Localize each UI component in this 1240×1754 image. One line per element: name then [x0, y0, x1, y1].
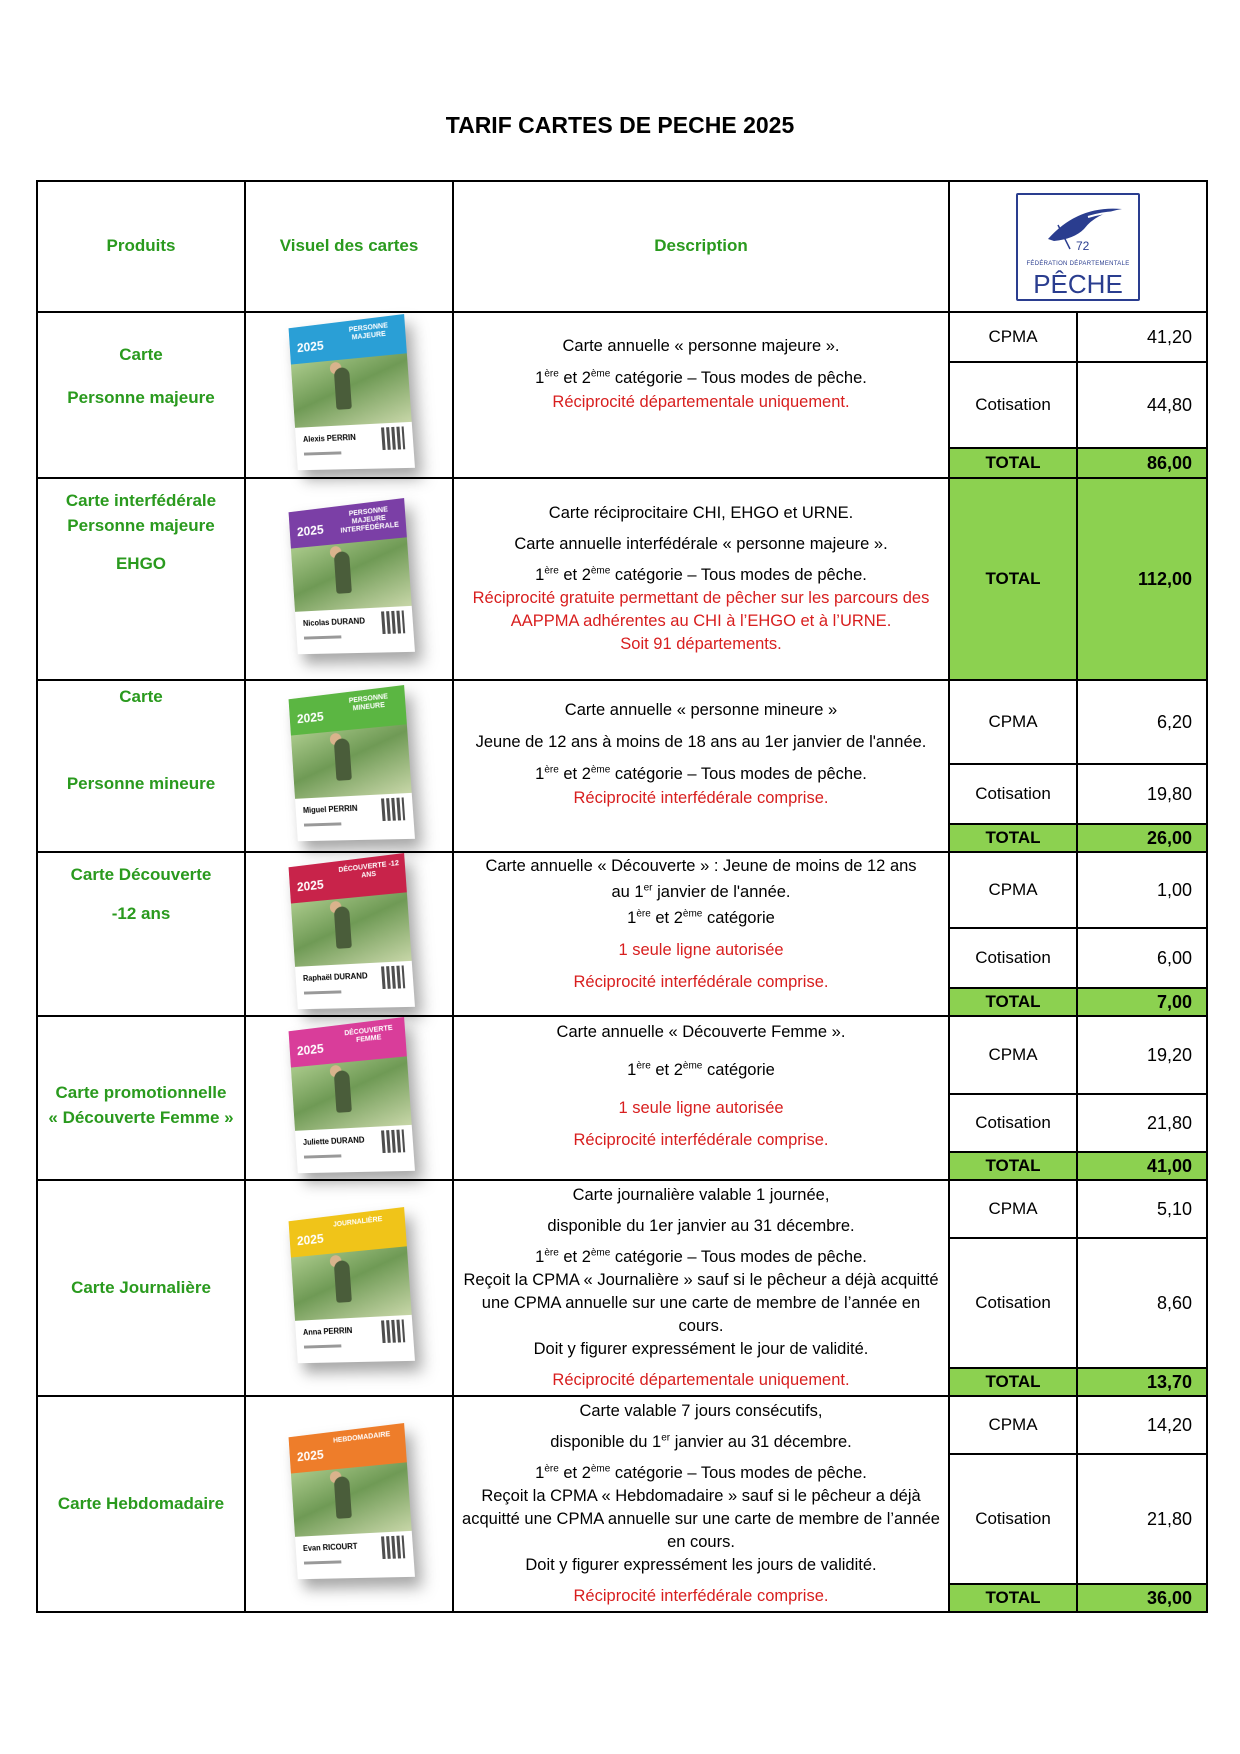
federation-logo — [1016, 193, 1140, 301]
desc-line: Reçoit la CPMA « Hebdomadaire » sauf si le pêcheur a déjà acquitté une CPMA annuelle sur une carte de membre de l’année en cours. — [462, 1486, 940, 1552]
card-image — [289, 1423, 415, 1579]
total-value: 13,70 — [1077, 1368, 1207, 1396]
table-row — [37, 852, 1207, 928]
total-value: 86,00 — [1077, 448, 1207, 478]
qr-code-icon — [381, 1535, 405, 1559]
cotisation-value: 44,80 — [1077, 362, 1207, 448]
product-line: Carte Découverte — [70, 865, 212, 884]
total-label: TOTAL — [949, 988, 1077, 1016]
desc-red-line: Réciprocité interfédérale comprise. — [573, 788, 829, 807]
desc-line: Reçoit la CPMA « Journalière » sauf si le pêcheur a déjà acquitté une CPMA annuelle sur une carte de membre de l’année en cours. — [463, 1270, 939, 1336]
cpma-value: 41,20 — [1077, 312, 1207, 362]
desc-line: Carte annuelle « personne majeure ». — [562, 337, 840, 356]
desc-red-line: Réciprocité départementale uniquement. — [552, 392, 850, 411]
card-visual-cell — [245, 1180, 453, 1396]
total-label: TOTAL — [949, 1152, 1077, 1180]
description-cell: Carte valable 7 jours consécutifs, disponible du 1er janvier au 31 décembre. 1ère et 2ème catégorie – Tous modes de pêche. Reçoit la CPMA « Hebdomadaire » sauf si le pêcheur a déjà acquitté une CPMA annuelle sur une carte de membre de l’année en cours. Doit y figurer expressément les jours de validité. Réciprocité interfédérale comprise. — [453, 1396, 949, 1612]
logo-number: 72 — [1076, 238, 1090, 253]
cpma-label: CPMA — [949, 680, 1077, 764]
product-line: Personne mineure — [66, 773, 216, 793]
card-image — [289, 1017, 415, 1173]
card-label: DÉCOUVERTE FEMME — [344, 1024, 393, 1045]
card-holder: Nicolas DURAND — [302, 616, 366, 628]
description-cell: Carte réciprocitaire CHI, EHGO et URNE. Carte annuelle interfédérale « personne majeure ». 1ère et 2ème catégorie – Tous modes de pêche. Réciprocité gratuite permettant de pêcher sur les parcours des AAPPMA adhérentes au CHI à l’EHGO et à l’URNE. Soit 91 départements. — [453, 478, 949, 680]
desc-red-line: Réciprocité interfédérale comprise. — [573, 1130, 829, 1149]
page-title: TARIF CARTES DE PECHE 2025 — [445, 112, 795, 138]
cotisation-label: Cotisation — [949, 928, 1077, 988]
desc-line: Carte annuelle « Découverte » : Jeune de moins de 12 ans — [485, 857, 917, 875]
cotisation-label: Cotisation — [949, 1238, 1077, 1368]
cotisation-value: 21,80 — [1077, 1454, 1207, 1584]
card-visual-cell — [245, 312, 453, 478]
cpma-value: 1,00 — [1077, 852, 1207, 928]
desc-line: disponible du 1er janvier au 31 décembre. — [547, 1216, 855, 1235]
card-visual-cell — [245, 852, 453, 1016]
card-year: 2025 — [296, 1230, 325, 1249]
total-label: TOTAL — [949, 478, 1077, 680]
qr-code-icon — [381, 797, 405, 821]
table-row — [37, 1016, 1207, 1094]
card-year: 2025 — [296, 521, 325, 540]
card-holder: Alexis PERRIN — [302, 432, 357, 444]
card-visual-cell — [245, 680, 453, 852]
description-cell: Carte annuelle « Découverte Femme ». 1ère et 2ème catégorie 1 seule ligne autorisée Réciprocité interfédérale comprise. — [453, 1016, 949, 1180]
qr-code-icon — [381, 426, 405, 450]
description-cell: Carte annuelle « personne mineure » Jeune de 12 ans à moins de 18 ans au 1er janvier de l'année. 1ère et 2ème catégorie – Tous modes de pêche. Réciprocité interfédérale comprise. — [453, 680, 949, 852]
logo-federation: FÉDÉRATION DÉPARTEMENTALE — [1026, 260, 1130, 267]
total-label: TOTAL — [949, 824, 1077, 852]
table-row — [37, 312, 1207, 362]
cpma-label: CPMA — [949, 1180, 1077, 1238]
card-holder: Evan RICOURT — [302, 1541, 358, 1553]
cotisation-value: 19,80 — [1077, 764, 1207, 824]
product-cell — [37, 680, 245, 852]
cpma-value: 14,20 — [1077, 1396, 1207, 1454]
card-year: 2025 — [296, 708, 325, 727]
product-line: EHGO — [115, 554, 167, 574]
desc-red-line: Réciprocité départementale uniquement. — [552, 1371, 850, 1390]
card-label: PERSONNE MAJEURE — [348, 322, 389, 342]
product-line: « Découverte Femme » — [48, 1108, 234, 1127]
card-visual-cell — [245, 1396, 453, 1612]
table-row — [37, 1180, 1207, 1238]
header-products: Produits — [37, 181, 245, 312]
card-holder: Anna PERRIN — [302, 1325, 353, 1337]
card-year: 2025 — [296, 1446, 325, 1465]
cpma-label: CPMA — [949, 1016, 1077, 1094]
card-image — [289, 314, 415, 470]
product-cell — [37, 1396, 245, 1612]
card-holder: Juliette DURAND — [302, 1135, 365, 1147]
product-line: Carte Journalière — [71, 1277, 211, 1297]
table-row — [37, 1396, 1207, 1454]
logo-cell — [949, 181, 1207, 312]
card-visual-cell — [245, 478, 453, 680]
card-label: PERSONNE MAJEURE INTERFÉDÉRALE — [340, 506, 400, 535]
product-line: Carte interfédérale — [65, 491, 217, 510]
total-value: 41,00 — [1077, 1152, 1207, 1180]
qr-code-icon — [381, 610, 405, 634]
card-image — [289, 1207, 415, 1363]
cpma-value: 19,20 — [1077, 1016, 1207, 1094]
card-visual-cell — [245, 1016, 453, 1180]
qr-code-icon — [381, 965, 405, 989]
card-image — [289, 853, 415, 1009]
total-label: TOTAL — [949, 1368, 1077, 1396]
desc-line: Doit y figurer expressément le jour de validité. — [533, 1340, 869, 1359]
product-cell — [37, 852, 245, 1016]
card-image — [289, 685, 415, 841]
qr-code-icon — [381, 1319, 405, 1343]
desc-red-line: Soit 91 départements. — [620, 635, 782, 654]
total-label: TOTAL — [949, 1584, 1077, 1612]
card-label: HEBDOMADAIRE — [332, 1430, 391, 1445]
desc-red-line: Réciprocité gratuite permettant de pêcher sur les parcours des AAPPMA adhérentes au CHI à l’EHGO et à l’URNE. — [472, 589, 930, 631]
card-label: PERSONNE MINEURE — [348, 693, 389, 713]
table-row — [37, 680, 1207, 764]
desc-line: Jeune de 12 ans à moins de 18 ans au 1er janvier de l'année. — [475, 733, 927, 752]
total-value: 36,00 — [1077, 1584, 1207, 1612]
product-cell — [37, 1180, 245, 1396]
cotisation-value: 6,00 — [1077, 928, 1207, 988]
description-cell: Carte journalière valable 1 journée, disponible du 1er janvier au 31 décembre. 1ère et 2ème catégorie – Tous modes de pêche. Reçoit la CPMA « Journalière » sauf si le pêcheur a déjà acquitté une CPMA annuelle sur une carte de membre de l’année en cours. Doit y figurer expressément le jour de validité. Réciprocité départementale uniquement. — [453, 1180, 949, 1396]
product-line: Carte — [119, 687, 163, 706]
desc-line: Carte annuelle « Découverte Femme ». — [556, 1023, 846, 1041]
total-value: 7,00 — [1077, 988, 1207, 1016]
card-label: JOURNALIÈRE — [332, 1215, 383, 1229]
total-value: 26,00 — [1077, 824, 1207, 852]
qr-code-icon — [381, 1129, 405, 1153]
desc-line: Carte valable 7 jours consécutifs, — [579, 1401, 823, 1420]
table-header-row — [37, 181, 1207, 312]
product-cell — [37, 1016, 245, 1180]
desc-line: Carte journalière valable 1 journée, — [572, 1185, 830, 1204]
cpma-label: CPMA — [949, 312, 1077, 362]
desc-line: Doit y figurer expressément les jours de validité. — [525, 1556, 877, 1575]
cotisation-label: Cotisation — [949, 764, 1077, 824]
desc-red-line: Réciprocité interfédérale comprise. — [573, 1587, 829, 1606]
card-holder: Raphaël DURAND — [302, 971, 368, 983]
desc-line: Carte annuelle interfédérale « personne majeure ». — [514, 534, 888, 553]
product-cell — [37, 312, 245, 478]
header-visuals: Visuel des cartes — [245, 181, 453, 312]
total-label: TOTAL — [949, 448, 1077, 478]
desc-line: Carte réciprocitaire CHI, EHGO et URNE. — [548, 503, 854, 522]
cotisation-value: 8,60 — [1077, 1238, 1207, 1368]
cpma-label: CPMA — [949, 1396, 1077, 1454]
product-line: -12 ans — [111, 903, 171, 923]
product-line: Personne majeure — [67, 515, 215, 535]
description-cell: Carte annuelle « personne majeure ». 1ère et 2ème catégorie – Tous modes de pêche. Réciprocité départementale uniquement. — [453, 312, 949, 478]
header-description: Description — [453, 181, 949, 312]
card-year: 2025 — [296, 876, 325, 895]
card-image — [289, 498, 415, 654]
desc-line: Carte annuelle « personne mineure » — [564, 701, 838, 720]
cpma-value: 6,20 — [1077, 680, 1207, 764]
product-line: Carte — [119, 345, 163, 365]
desc-red-line: Réciprocité interfédérale comprise. — [573, 972, 829, 991]
card-label: DÉCOUVERTE -12 ANS — [338, 859, 400, 880]
description-cell: Carte annuelle « Découverte » : Jeune de moins de 12 ans au 1er janvier de l'année. 1ère et 2ème catégorie 1 seule ligne autorisée Réciprocité interfédérale comprise. — [453, 852, 949, 1016]
card-year: 2025 — [296, 337, 325, 356]
cotisation-label: Cotisation — [949, 1454, 1077, 1584]
product-line: Carte Hebdomadaire — [57, 1493, 225, 1513]
cpma-value: 5,10 — [1077, 1180, 1207, 1238]
product-line: Personne majeure — [67, 388, 215, 407]
table-row — [37, 478, 1207, 680]
product-cell — [37, 478, 245, 680]
cotisation-label: Cotisation — [949, 362, 1077, 448]
total-value: 112,00 — [1077, 478, 1207, 680]
desc-red-line: 1 seule ligne autorisée — [618, 1098, 784, 1117]
cotisation-value: 21,80 — [1077, 1094, 1207, 1152]
cpma-label: CPMA — [949, 852, 1077, 928]
tariff-table — [36, 180, 1208, 1613]
cotisation-label: Cotisation — [949, 1094, 1077, 1152]
logo-word: PÊCHE — [1033, 268, 1123, 299]
product-line: Carte promotionnelle — [55, 1083, 227, 1103]
desc-red-line: 1 seule ligne autorisée — [618, 940, 784, 959]
card-year: 2025 — [296, 1040, 325, 1059]
card-holder: Miguel PERRIN — [302, 803, 358, 815]
